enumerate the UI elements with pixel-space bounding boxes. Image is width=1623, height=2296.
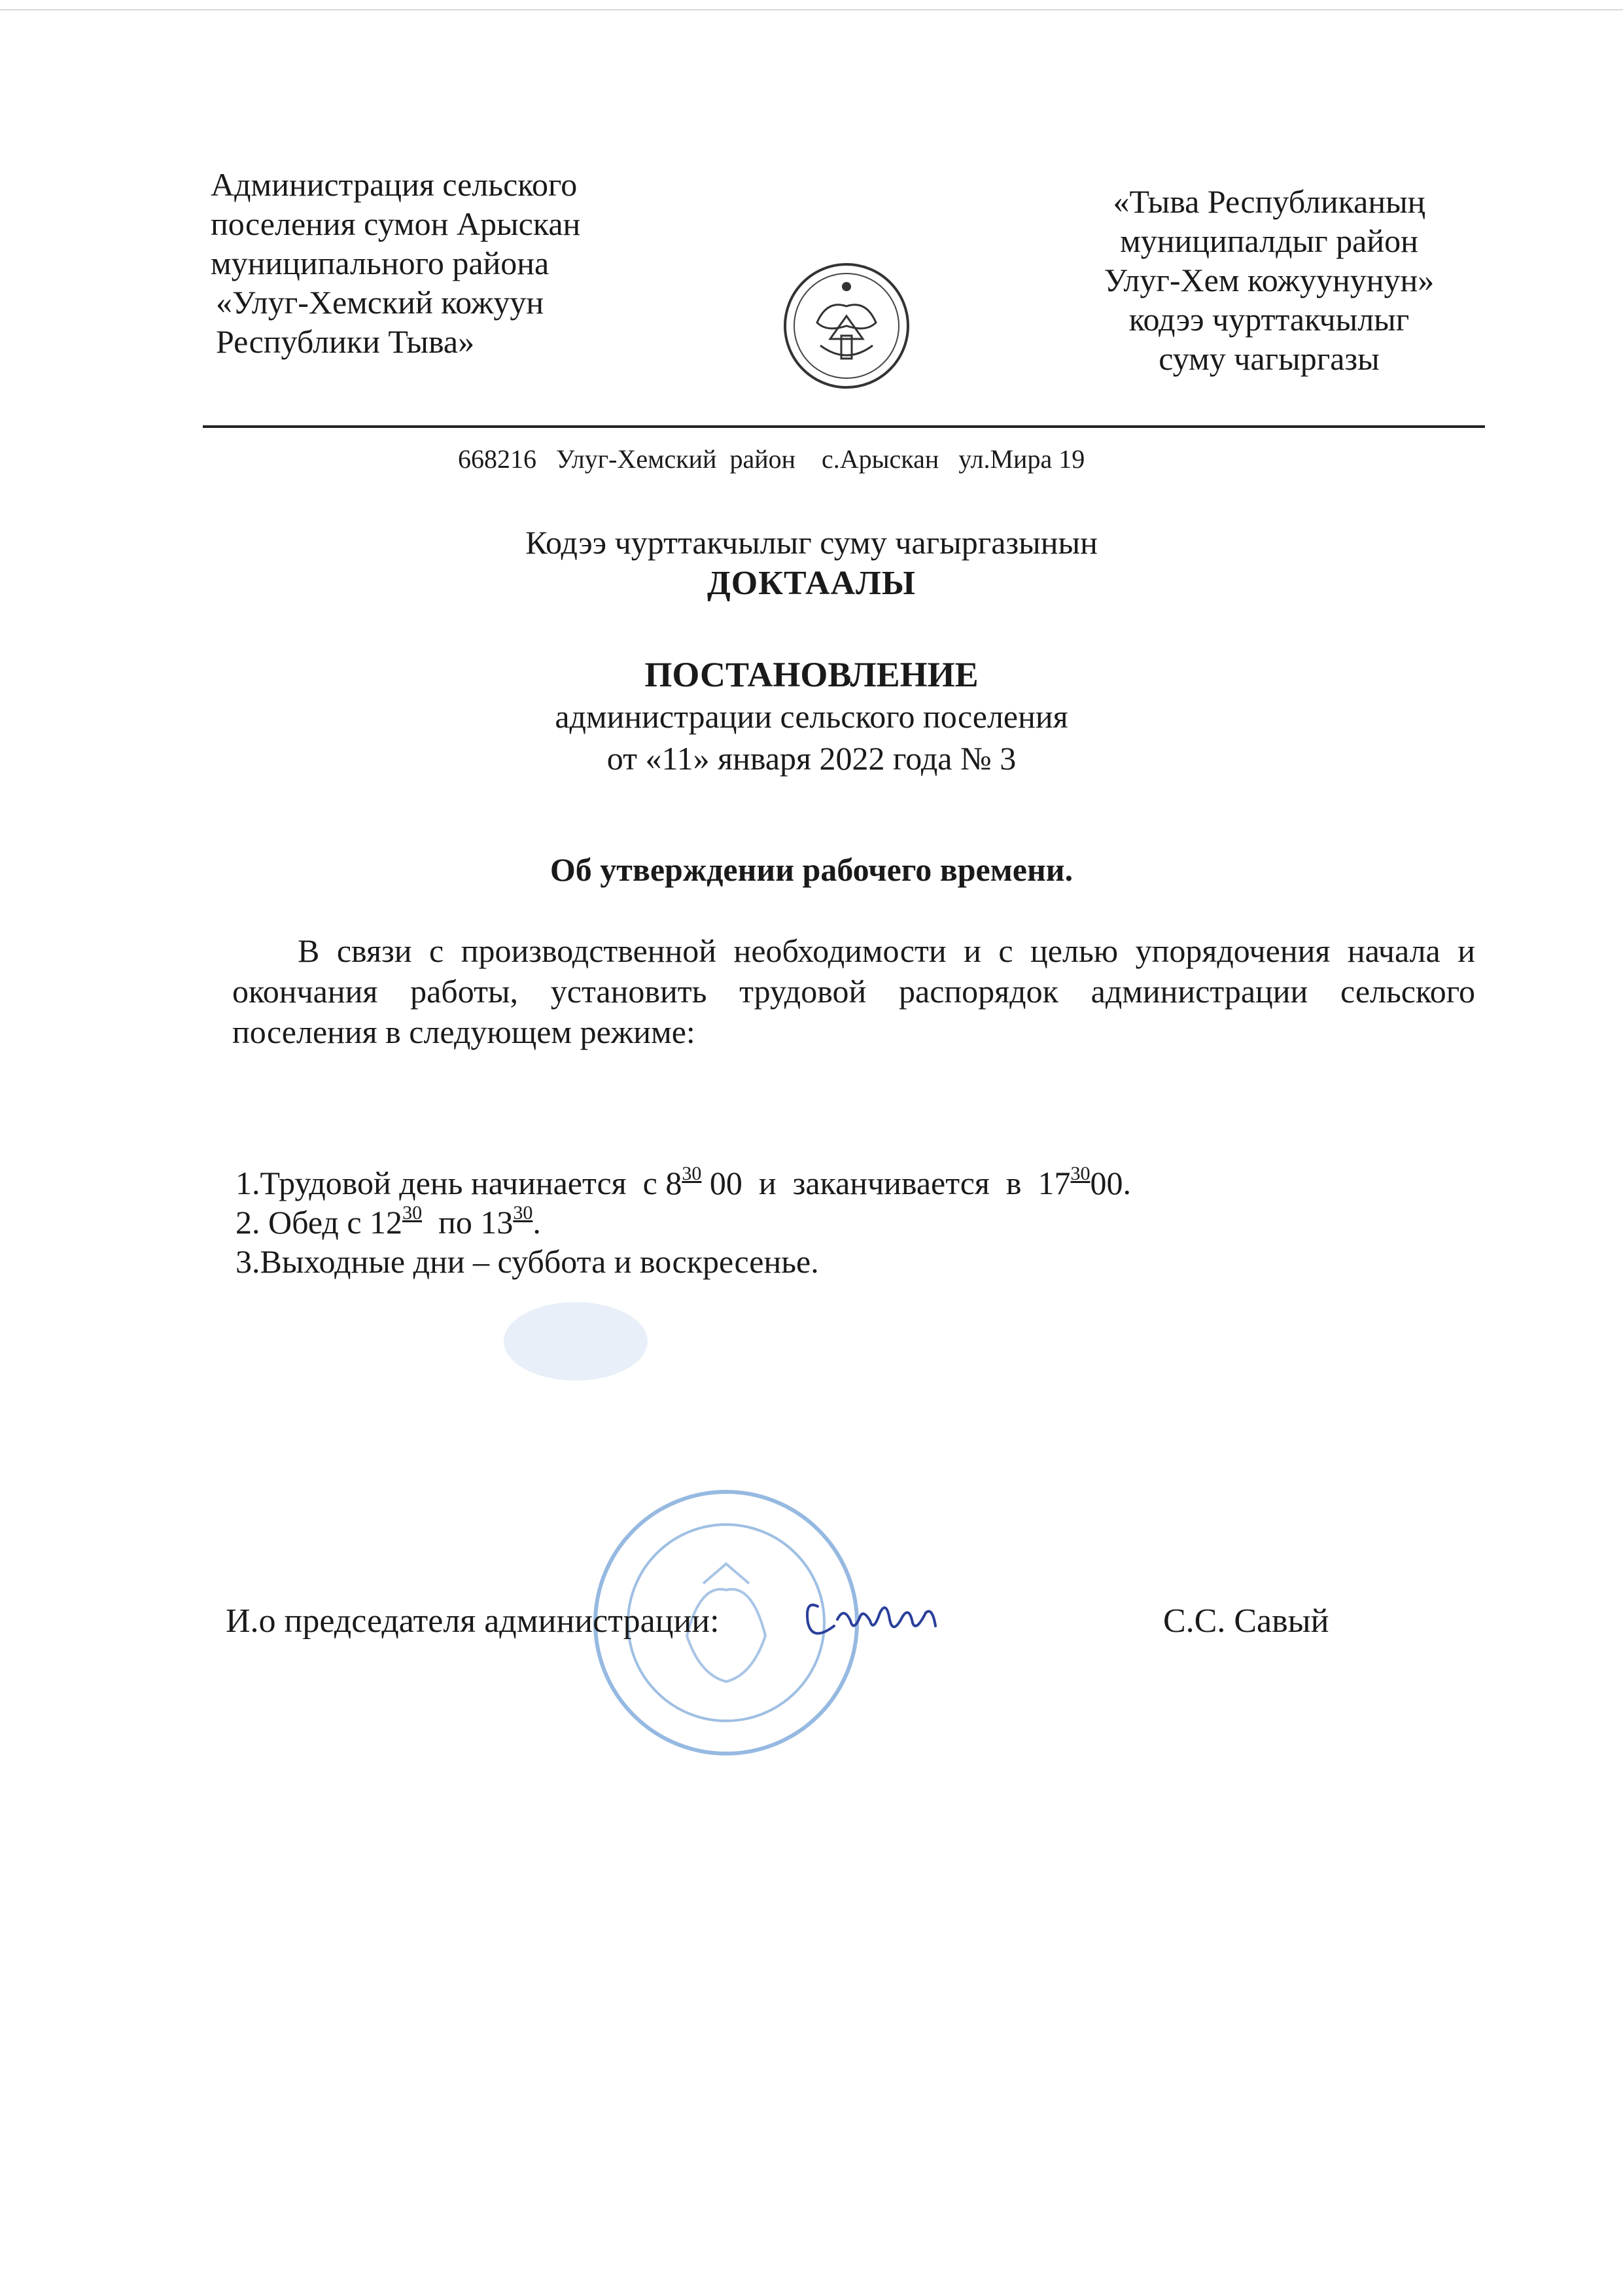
item-text: 1.Трудовой день начинается с 8	[236, 1165, 682, 1201]
header-left-line: Администрация сельского	[211, 166, 578, 203]
header-left-line: Республики Тыва»	[216, 323, 475, 360]
header-right-line: муниципалдыг район	[1120, 222, 1418, 259]
header-right-line: Улуг-Хем кожуунунун»	[1104, 262, 1435, 298]
header-divider	[203, 425, 1485, 428]
header-right-line: суму чагыргазы	[1159, 340, 1380, 377]
resolution-subtitle: администрации сельского поселения	[555, 698, 1068, 735]
item-text: 00 и заканчивается в 17	[701, 1165, 1071, 1201]
header-left-line: муниципального района	[211, 245, 550, 281]
body-paragraph-text: В связи с производственной необходимости и с целью упорядочения начала и окончания работы, установить трудовой распорядок администрации сельского поселения в следующем режиме:	[232, 932, 1475, 1050]
header-left-line: «Улуг-Хемский кожуун	[216, 284, 544, 321]
tyvan-doc-title: ДОКТААЛЫ	[707, 565, 916, 602]
resolution-date-number: от «11» января 2022 года № 3	[606, 740, 1017, 777]
ink-blot-icon	[484, 1282, 667, 1400]
list-item	[236, 1203, 1131, 1242]
tyvan-heading-line: Кодээ чурттакчылыг суму чагыргазынын	[525, 524, 1098, 561]
header-right-block	[1027, 182, 1511, 378]
signatory-role: И.о председателя администрации:	[226, 1602, 720, 1640]
item-text: 3.Выходные дни – суббота и воскресенье.	[236, 1243, 819, 1280]
item-superscript: 30	[1070, 1163, 1091, 1184]
resolution-title: ПОСТАНОВЛЕНИЕ	[644, 655, 979, 694]
header-left-line: поселения сумон Арыскан	[211, 205, 581, 242]
header-left-block	[211, 165, 708, 361]
item-superscript: 30	[402, 1202, 423, 1224]
coat-of-arms-emblem-icon	[781, 260, 912, 391]
schedule-list	[236, 1163, 1131, 1281]
item-text: по 13	[422, 1204, 514, 1241]
list-item	[236, 1242, 1131, 1281]
body-paragraph	[232, 930, 1475, 1052]
item-text: .	[532, 1204, 541, 1241]
item-superscript: 30	[513, 1202, 533, 1224]
header-right-line: «Тыва Республиканың	[1113, 183, 1425, 220]
header-right-line: кодээ чурттакчылыг	[1128, 301, 1410, 338]
item-superscript: 30	[682, 1163, 702, 1184]
document-subject: Об утверждении рабочего времени.	[550, 851, 1073, 888]
list-item	[236, 1163, 1131, 1203]
item-text: 00.	[1090, 1165, 1132, 1201]
handwritten-signature-icon	[798, 1580, 955, 1652]
scan-edge-line	[0, 9, 1623, 10]
signatory-name: С.С. Савый	[1163, 1602, 1329, 1640]
item-text: 2. Обед с 12	[236, 1204, 403, 1241]
address-line: 668216 Улуг-Хемский район с.Арыскан ул.Мира 19	[458, 444, 1085, 474]
